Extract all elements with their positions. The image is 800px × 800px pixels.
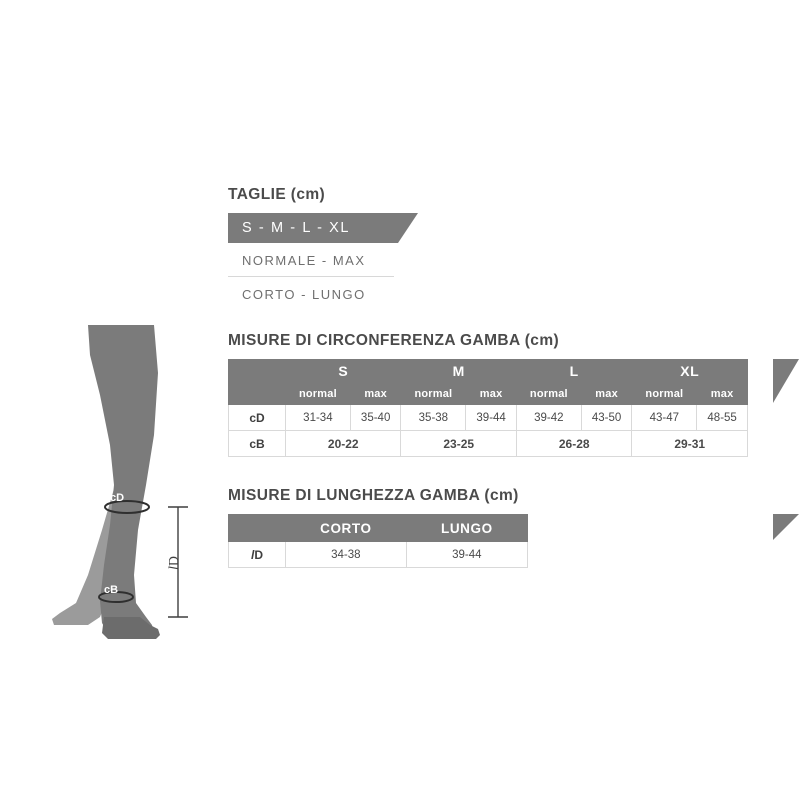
size-header-s: S	[286, 360, 401, 383]
row-label-ld	[229, 542, 286, 568]
subheader-m-normal: normal	[401, 383, 466, 405]
subheader-s-normal: normal	[286, 383, 351, 405]
cd-l-normal: 39-42	[516, 405, 581, 431]
table-row-ld	[229, 542, 528, 568]
circumference-table-wrap	[228, 359, 773, 457]
subheader-l-max: max	[581, 383, 632, 405]
table-row-cd	[229, 405, 748, 431]
cd-xl-normal: 43-47	[632, 405, 697, 431]
circumference-title: MISURE DI CIRCONFERENZA GAMBA (cm)	[228, 332, 560, 349]
sizes-line-normale-max: NORMALE - MAX	[228, 253, 394, 277]
ld-corto: 34-38	[286, 542, 407, 568]
leg-illustration	[30, 325, 230, 655]
subheader-m-max: max	[466, 383, 517, 405]
length-table	[228, 514, 528, 568]
size-header-l: L	[516, 360, 631, 383]
length-title: MISURE DI LUNGHEZZA GAMBA (cm)	[228, 487, 519, 504]
circumference-table	[228, 359, 748, 457]
row-label-cb: cB	[229, 431, 286, 457]
corner-cell-3	[229, 515, 286, 542]
cb-m: 23-25	[401, 431, 516, 457]
size-header-xl: XL	[632, 360, 748, 383]
corner-cell-2	[229, 383, 286, 405]
content-column	[228, 186, 773, 568]
subheader-s-max: max	[350, 383, 401, 405]
circumference-size-header-row	[229, 360, 748, 383]
cd-m-normal: 35-38	[401, 405, 466, 431]
subheader-l-normal: normal	[516, 383, 581, 405]
cd-m-max: 39-44	[466, 405, 517, 431]
circumference-header-tail	[773, 359, 799, 403]
length-table-wrap	[228, 514, 773, 568]
cd-label: cD	[110, 492, 125, 504]
length-header-tail	[773, 514, 799, 540]
cd-xl-max: 48-55	[697, 405, 748, 431]
cb-s: 20-22	[286, 431, 401, 457]
sizes-banner: S - M - L - XL	[228, 213, 398, 243]
row-label-ld-italic: l	[250, 547, 255, 562]
cb-label: cB	[104, 584, 119, 596]
length-header-row	[229, 515, 528, 542]
length-header-corto: CORTO	[286, 515, 407, 542]
length-header-lungo: LUNGO	[406, 515, 527, 542]
corner-cell	[229, 360, 286, 383]
size-header-m: M	[401, 360, 516, 383]
subheader-xl-normal: normal	[632, 383, 697, 405]
ld-label: lD	[167, 555, 182, 571]
sizes-title: TAGLIE (cm)	[228, 186, 326, 203]
cb-l: 26-28	[516, 431, 631, 457]
foot-shape	[102, 617, 160, 639]
cd-l-max: 43-50	[581, 405, 632, 431]
sizes-line-corto-lungo: CORTO - LUNGO	[242, 287, 366, 302]
ld-lungo: 39-44	[406, 542, 527, 568]
cd-s-max: 35-40	[350, 405, 401, 431]
row-label-cd: cD	[229, 405, 286, 431]
table-row-cb	[229, 431, 748, 457]
row-label-ld-rest: D	[254, 547, 263, 562]
cd-s-normal: 31-34	[286, 405, 351, 431]
circumference-subheader-row	[229, 383, 748, 405]
cb-xl: 29-31	[632, 431, 748, 457]
subheader-xl-max: max	[697, 383, 748, 405]
